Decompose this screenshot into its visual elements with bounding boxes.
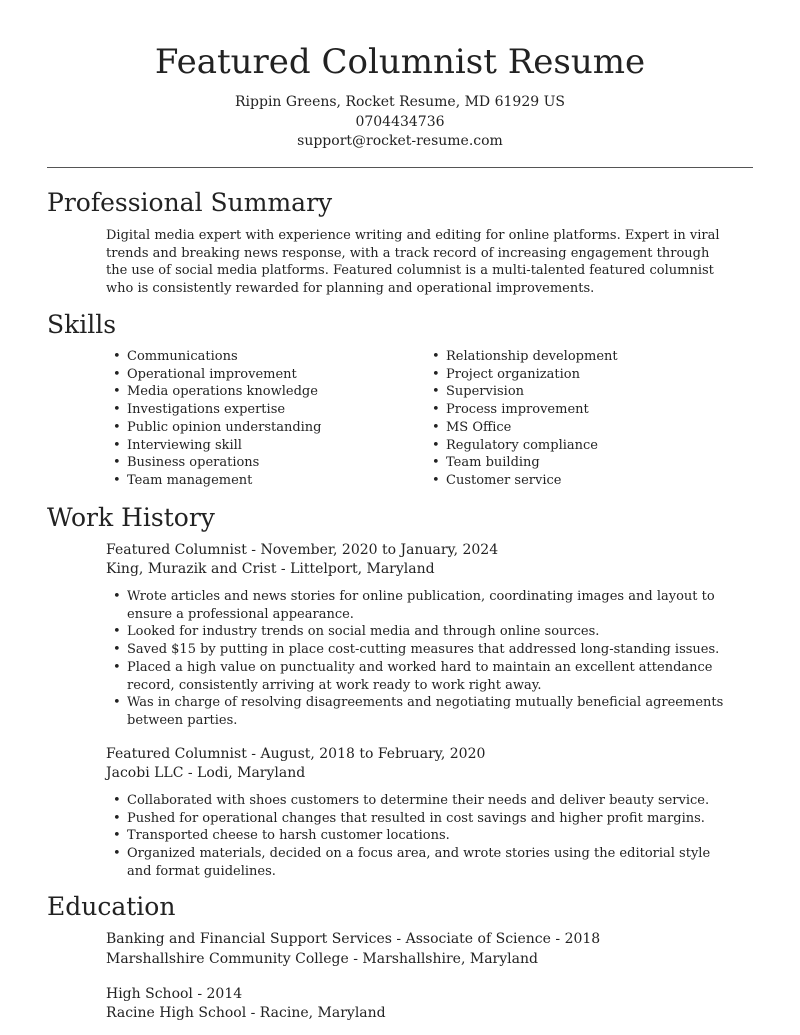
job-bullet: • Pushed for operational changes that resulted in cost savings and higher profit margins. bbox=[106, 810, 726, 828]
education-school: Marshallshire Community College - Marshallshire, Maryland bbox=[106, 951, 538, 967]
contact-phone: 0704434736 bbox=[355, 114, 445, 130]
skill-item: • Operational improvement bbox=[106, 366, 416, 384]
education-heading: Education bbox=[47, 892, 176, 921]
job-company: Jacobi LLC - Lodi, Maryland bbox=[106, 765, 306, 781]
skill-item: • Project organization bbox=[425, 366, 735, 384]
education-degree: High School - 2014 bbox=[106, 986, 243, 1002]
contact-address: Rippin Greens, Rocket Resume, MD 61929 US bbox=[235, 94, 565, 110]
job-bullet: • Saved $15 by putting in place cost-cutting measures that addressed long-standing issues. bbox=[106, 641, 726, 659]
skill-item: • Interviewing skill bbox=[106, 437, 416, 455]
skill-item: • Team management bbox=[106, 472, 416, 490]
skills-list-right bbox=[425, 348, 735, 490]
job-bullet: • Collaborated with shoes customers to determine their needs and deliver beauty service. bbox=[106, 792, 726, 810]
skill-item: • Relationship development bbox=[425, 348, 735, 366]
skill-item: • Communications bbox=[106, 348, 416, 366]
skill-item: • Process improvement bbox=[425, 401, 735, 419]
work-history-heading: Work History bbox=[47, 503, 215, 532]
job-bullet: • Placed a high value on punctuality and worked hard to maintain an excellent attendance record, consistently arriving at work ready to work right away. bbox=[106, 659, 726, 694]
skill-item: • Business operations bbox=[106, 454, 416, 472]
summary-heading: Professional Summary bbox=[47, 188, 333, 217]
job-bullet: • Wrote articles and news stories for online publication, coordinating images and layout to ensure a professional appearance. bbox=[106, 588, 726, 623]
job-bullet: • Looked for industry trends on social media and through online sources. bbox=[106, 623, 726, 641]
job-title: Featured Columnist - November, 2020 to January, 2024 bbox=[106, 542, 499, 558]
job-bullets bbox=[106, 588, 726, 730]
skill-item: • Supervision bbox=[425, 383, 735, 401]
skills-list-left bbox=[106, 348, 416, 490]
job-company: King, Murazik and Crist - Littelport, Maryland bbox=[106, 561, 435, 577]
resume-title: Featured Columnist Resume bbox=[154, 42, 646, 82]
education-degree: Banking and Financial Support Services - Associate of Science - 2018 bbox=[106, 931, 601, 947]
skill-item: • Regulatory compliance bbox=[425, 437, 735, 455]
contact-email: support@rocket-resume.com bbox=[297, 133, 503, 149]
skill-item: • Investigations expertise bbox=[106, 401, 416, 419]
job-bullet: • Was in charge of resolving disagreements and negotiating mutually beneficial agreements between parties. bbox=[106, 694, 726, 729]
job-bullet: • Organized materials, decided on a focus area, and wrote stories using the editorial style and format guidelines. bbox=[106, 845, 726, 880]
job-bullets bbox=[106, 792, 726, 881]
skill-item: • Media operations knowledge bbox=[106, 383, 416, 401]
job-bullet: • Transported cheese to harsh customer locations. bbox=[106, 827, 726, 845]
job-title: Featured Columnist - August, 2018 to February, 2020 bbox=[106, 746, 486, 762]
summary-text: Digital media expert with experience writing and editing for online platforms. Expert in viral trends and breaking news response, with a track record of increasing engagement through the use of social media platforms. Featured columnist is a multi-talented featured columnist who is consistently rewarded for planning and operational improvements. bbox=[106, 228, 720, 296]
skill-item: • Customer service bbox=[425, 472, 735, 490]
skill-item: • Public opinion understanding bbox=[106, 419, 416, 437]
skill-item: • MS Office bbox=[425, 419, 735, 437]
education-school: Racine High School - Racine, Maryland bbox=[106, 1005, 386, 1021]
skill-item: • Team building bbox=[425, 454, 735, 472]
skills-heading: Skills bbox=[47, 310, 117, 339]
header-divider bbox=[47, 167, 753, 168]
